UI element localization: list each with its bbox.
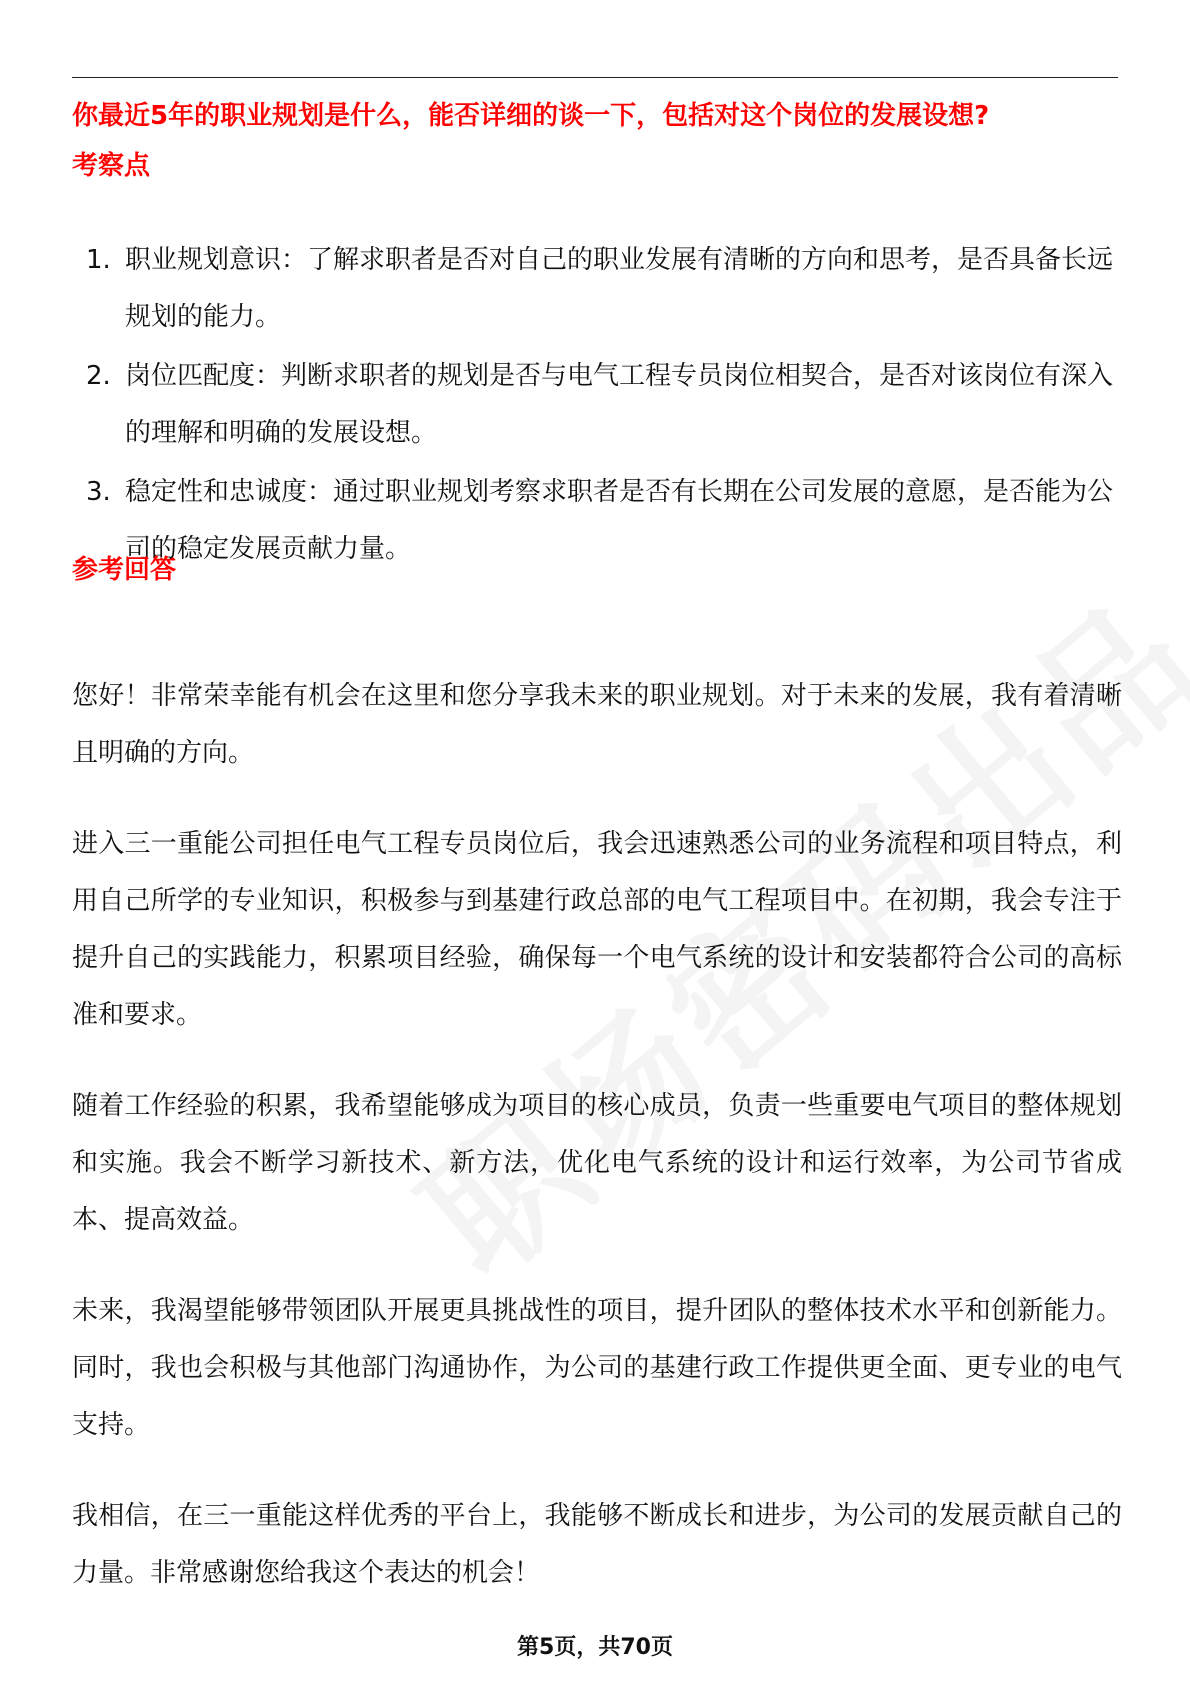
list-item-text: 稳定性和忠诚度：通过职业规划考察求职者是否有长期在公司发展的意愿，是否能为公司的稳定发展贡献力量。: [125, 477, 1114, 564]
page-number: 第5页，共70页: [517, 1635, 673, 1660]
answer-paragraph: 您好！非常荣幸能有机会在这里和您分享我未来的职业规划。对于未来的发展，我有着清晰且明确的方向。: [72, 681, 1122, 768]
list-item-number: 2.: [86, 361, 111, 391]
points-heading: 考察点: [72, 151, 151, 181]
list-item: [72, 464, 1122, 578]
answer-paragraph: 随着工作经验的积累，我希望能够成为项目的核心成员，负责一些重要电气项目的整体规划和实施。我会不断学习新技术、新方法，优化电气系统的设计和运行效率，为公司节省成本、提高效益。: [72, 1091, 1122, 1235]
list-item: [72, 232, 1122, 346]
question-title: 你最近5年的职业规划是什么，能否详细的谈一下，包括对这个岗位的发展设想?: [72, 101, 990, 131]
list-item-text: 岗位匹配度：判断求职者的规划是否与电气工程专员岗位相契合，是否对该岗位有深入的理解和明确的发展设想。: [125, 361, 1114, 448]
answer-paragraph: 进入三一重能公司担任电气工程专员岗位后，我会迅速熟悉公司的业务流程和项目特点，利用自己所学的专业知识，积极参与到基建行政总部的电气工程项目中。在初期，我会专注于提升自己的实践能力，积累项目经验，确保每一个电气系统的设计和安装都符合公司的高标准和要求。: [72, 829, 1122, 1030]
assessment-points-list: [72, 232, 1122, 580]
list-item-number: 3.: [86, 477, 111, 507]
list-item-number: 1.: [86, 245, 111, 275]
answer-body: [72, 668, 1122, 1636]
list-item: [72, 348, 1122, 462]
answer-paragraph: 我相信，在三一重能这样优秀的平台上，我能够不断成长和进步，为公司的发展贡献自己的力量。非常感谢您给我这个表达的机会！: [72, 1501, 1122, 1588]
answer-paragraph: 未来，我渴望能够带领团队开展更具挑战性的项目，提升团队的整体技术水平和创新能力。同时，我也会积极与其他部门沟通协作，为公司的基建行政工作提供更全面、更专业的电气支持。: [72, 1296, 1122, 1440]
list-item-text: 职业规划意识：了解求职者是否对自己的职业发展有清晰的方向和思考，是否具备长远规划的能力。: [125, 245, 1114, 332]
top-divider: [72, 77, 1118, 78]
answer-heading: 参考回答: [72, 555, 177, 585]
